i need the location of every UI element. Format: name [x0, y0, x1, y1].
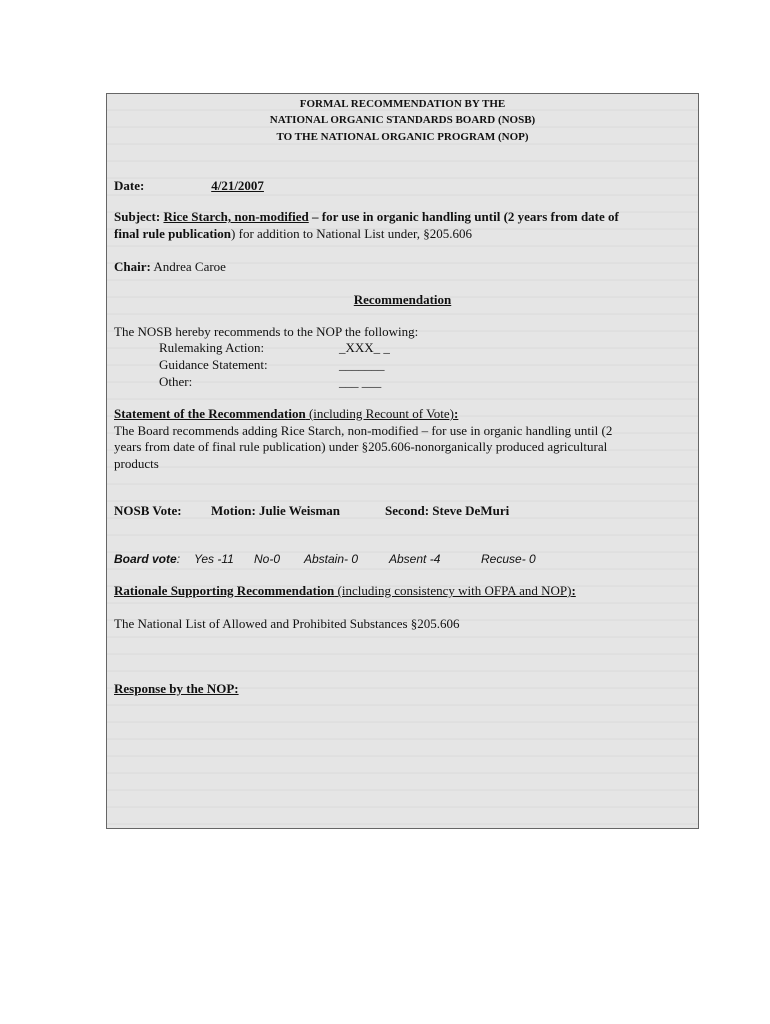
- nosb-vote-label: NOSB Vote:: [114, 503, 182, 518]
- header-line-3: TO THE NATIONAL ORGANIC PROGRAM (NOP): [276, 131, 529, 143]
- rationale-title: Rationale Supporting Recommendation: [114, 583, 335, 598]
- chair-label: Chair:: [114, 259, 151, 274]
- statement-line-3: products: [114, 456, 159, 471]
- recommends-intro: The NOSB hereby recommends to the NOP the following:: [114, 324, 419, 339]
- board-vote-label: Board vote: [114, 552, 177, 566]
- vote-no: No-0: [254, 552, 281, 566]
- date-label: Date:: [114, 178, 145, 193]
- subject-text-2: final rule publication: [114, 226, 232, 241]
- response-heading: Response by the NOP:: [114, 681, 239, 696]
- vote-yes: Yes -11: [194, 552, 234, 566]
- statement-colon: :: [454, 406, 459, 421]
- subject-text: – for use in organic handling until (2 years from date of: [308, 209, 619, 224]
- vote-abstain: Abstain- 0: [304, 552, 359, 566]
- subject-text-3: ) for addition to National List under, §205.606: [231, 226, 473, 241]
- statement-heading: [114, 406, 458, 422]
- subject-label: Subject:: [114, 209, 161, 224]
- rationale-paren: (including consistency with OFPA and NOP): [334, 583, 572, 598]
- statement-paren: (including Recount of Vote): [305, 406, 454, 421]
- rulemaking-value: _XXX_ _: [339, 340, 390, 355]
- second: Second: Steve DeMuri: [385, 503, 510, 518]
- subject-item: Rice Starch, non-modified: [163, 209, 309, 224]
- other-label: Other:: [159, 374, 193, 389]
- motion: Motion: Julie Weisman: [211, 503, 341, 518]
- chair-value: Andrea Caroe: [153, 259, 226, 274]
- vote-absent: Absent -4: [389, 552, 441, 566]
- vote-recuse: Recuse- 0: [481, 552, 536, 566]
- guidance-label: Guidance Statement:: [159, 357, 268, 372]
- header-line-1: FORMAL RECOMMENDATION BY THE: [299, 98, 506, 110]
- chair-row: [114, 259, 226, 275]
- statement-title: Statement of the Recommendation: [114, 406, 306, 421]
- date-value: 4/21/2007: [211, 178, 264, 193]
- subject-line-1: [114, 209, 619, 225]
- rationale-colon: :: [571, 583, 576, 598]
- header-line-2: NATIONAL ORGANIC STANDARDS BOARD (NOSB): [269, 114, 536, 126]
- subject-line-2: [114, 226, 472, 242]
- guidance-value: _______: [339, 357, 385, 372]
- recommendation-form: [106, 93, 699, 829]
- board-vote-colon: :: [176, 552, 181, 566]
- board-vote-row: [114, 551, 180, 567]
- date-row: [114, 178, 318, 194]
- rationale-text: The National List of Allowed and Prohibited Substances §205.606: [114, 616, 460, 631]
- recommendation-heading: Recommendation: [353, 292, 452, 307]
- statement-line-2: years from date of final rule publication) under §205.606-nonorganically produced agricultural: [114, 439, 608, 454]
- rulemaking-label: Rulemaking Action:: [159, 340, 265, 355]
- other-value: ___ ___: [339, 374, 382, 389]
- rationale-heading: [114, 583, 576, 599]
- statement-line-1: The Board recommends adding Rice Starch, non-modified – for use in organic handling until (2: [114, 423, 613, 438]
